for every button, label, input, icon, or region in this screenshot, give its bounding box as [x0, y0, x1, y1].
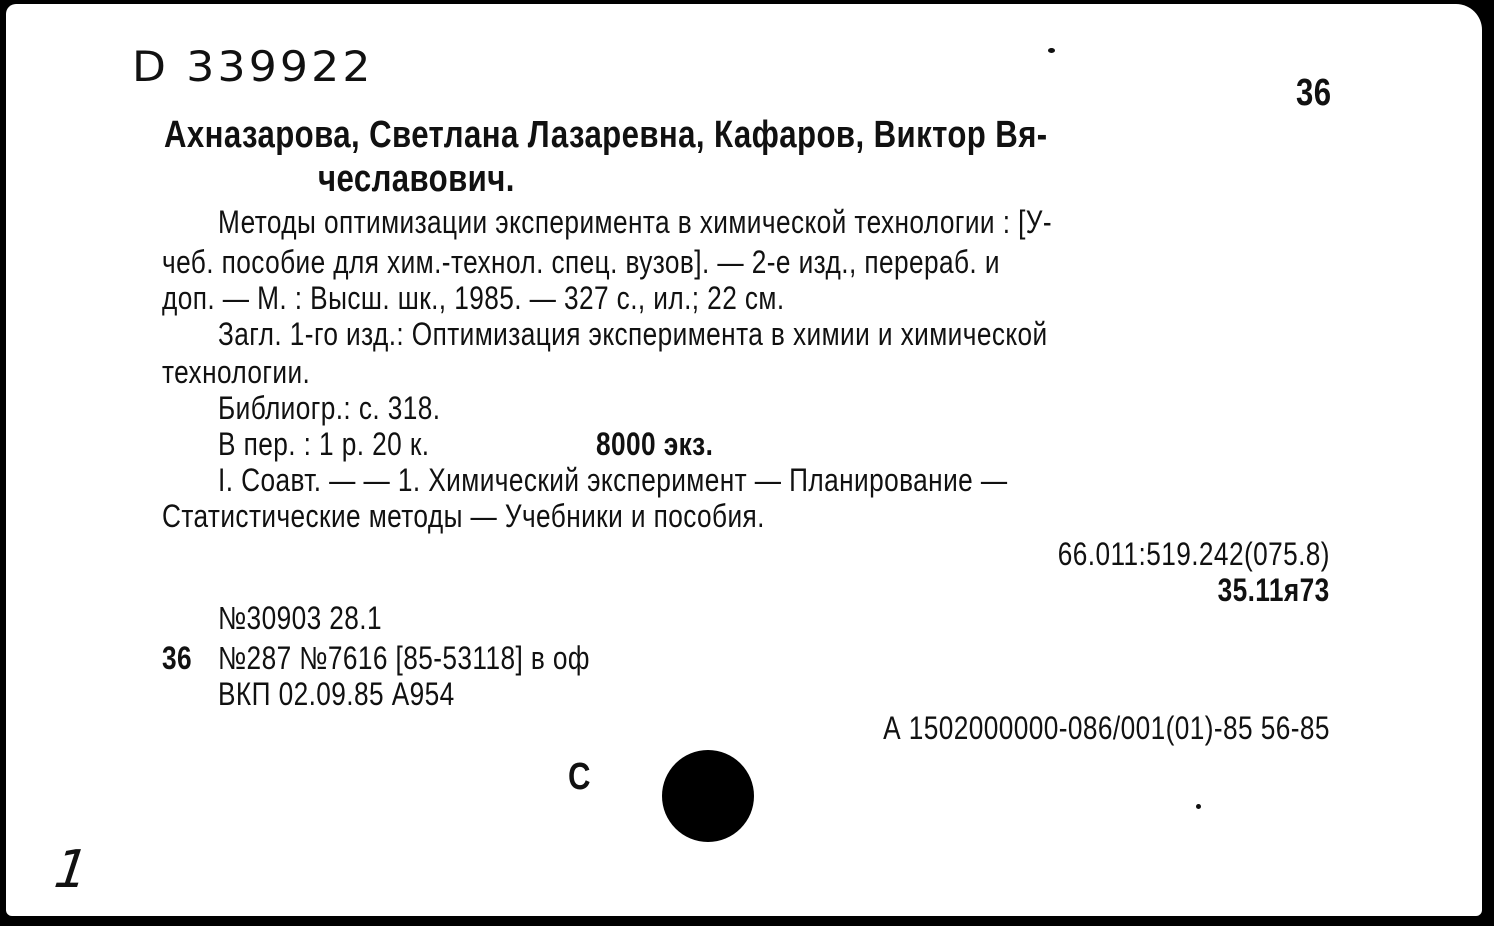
speck [1048, 48, 1055, 53]
author-line-1: Ахназарова, Светлана Лазаревна, Кафаров, Виктор Вя- [164, 114, 1048, 156]
author-line-2: чеславович. [318, 158, 515, 200]
catalog-card [6, 4, 1482, 916]
udc-code: 66.011:519.242(075.8) [1057, 536, 1330, 572]
isbn-code: А 1502000000-086/001(01)-85 56-85 [883, 710, 1330, 746]
record-line-2: №287 №7616 [85-53118] в оф [218, 640, 590, 676]
handwritten-mark: 1 [44, 840, 101, 900]
bbk-code: 35.11я73 [1218, 572, 1330, 608]
letter-c: С [568, 756, 591, 798]
handwritten-number: D 339922 [132, 42, 374, 91]
record-prefix: 36 [162, 640, 193, 676]
copies: 8000 экз. [596, 426, 714, 462]
bibliography: Библиогр.: с. 318. [218, 390, 441, 426]
note-line-1: Загл. 1-го изд.: Оптимизация эксперимента в химии и химической [218, 316, 1048, 352]
subject-line-2: Статистические методы — Учебники и пособия. [162, 498, 765, 534]
title-line-1: Методы оптимизации эксперимента в химической технологии : [У- [218, 204, 1053, 240]
record-line-3: ВКП 02.09.85 А954 [218, 676, 455, 712]
price: В пер. : 1 р. 20 к. [218, 426, 430, 462]
subject-line-1: I. Соавт. — — 1. Химический эксперимент — Планирование — [218, 462, 1008, 498]
punch-hole-dot [662, 750, 754, 842]
corner-code: 36 [1296, 72, 1332, 114]
record-line-1: №30903 28.1 [218, 600, 382, 636]
note-line-2: технологии. [162, 354, 311, 390]
title-line-3: доп. — М. : Высш. шк., 1985. — 327 с., ил.; 22 см. [162, 280, 785, 316]
speck [1196, 804, 1201, 809]
title-line-2: чеб. пособие для хим.-технол. спец. вузов]. — 2-е изд., перераб. и [162, 244, 1000, 280]
